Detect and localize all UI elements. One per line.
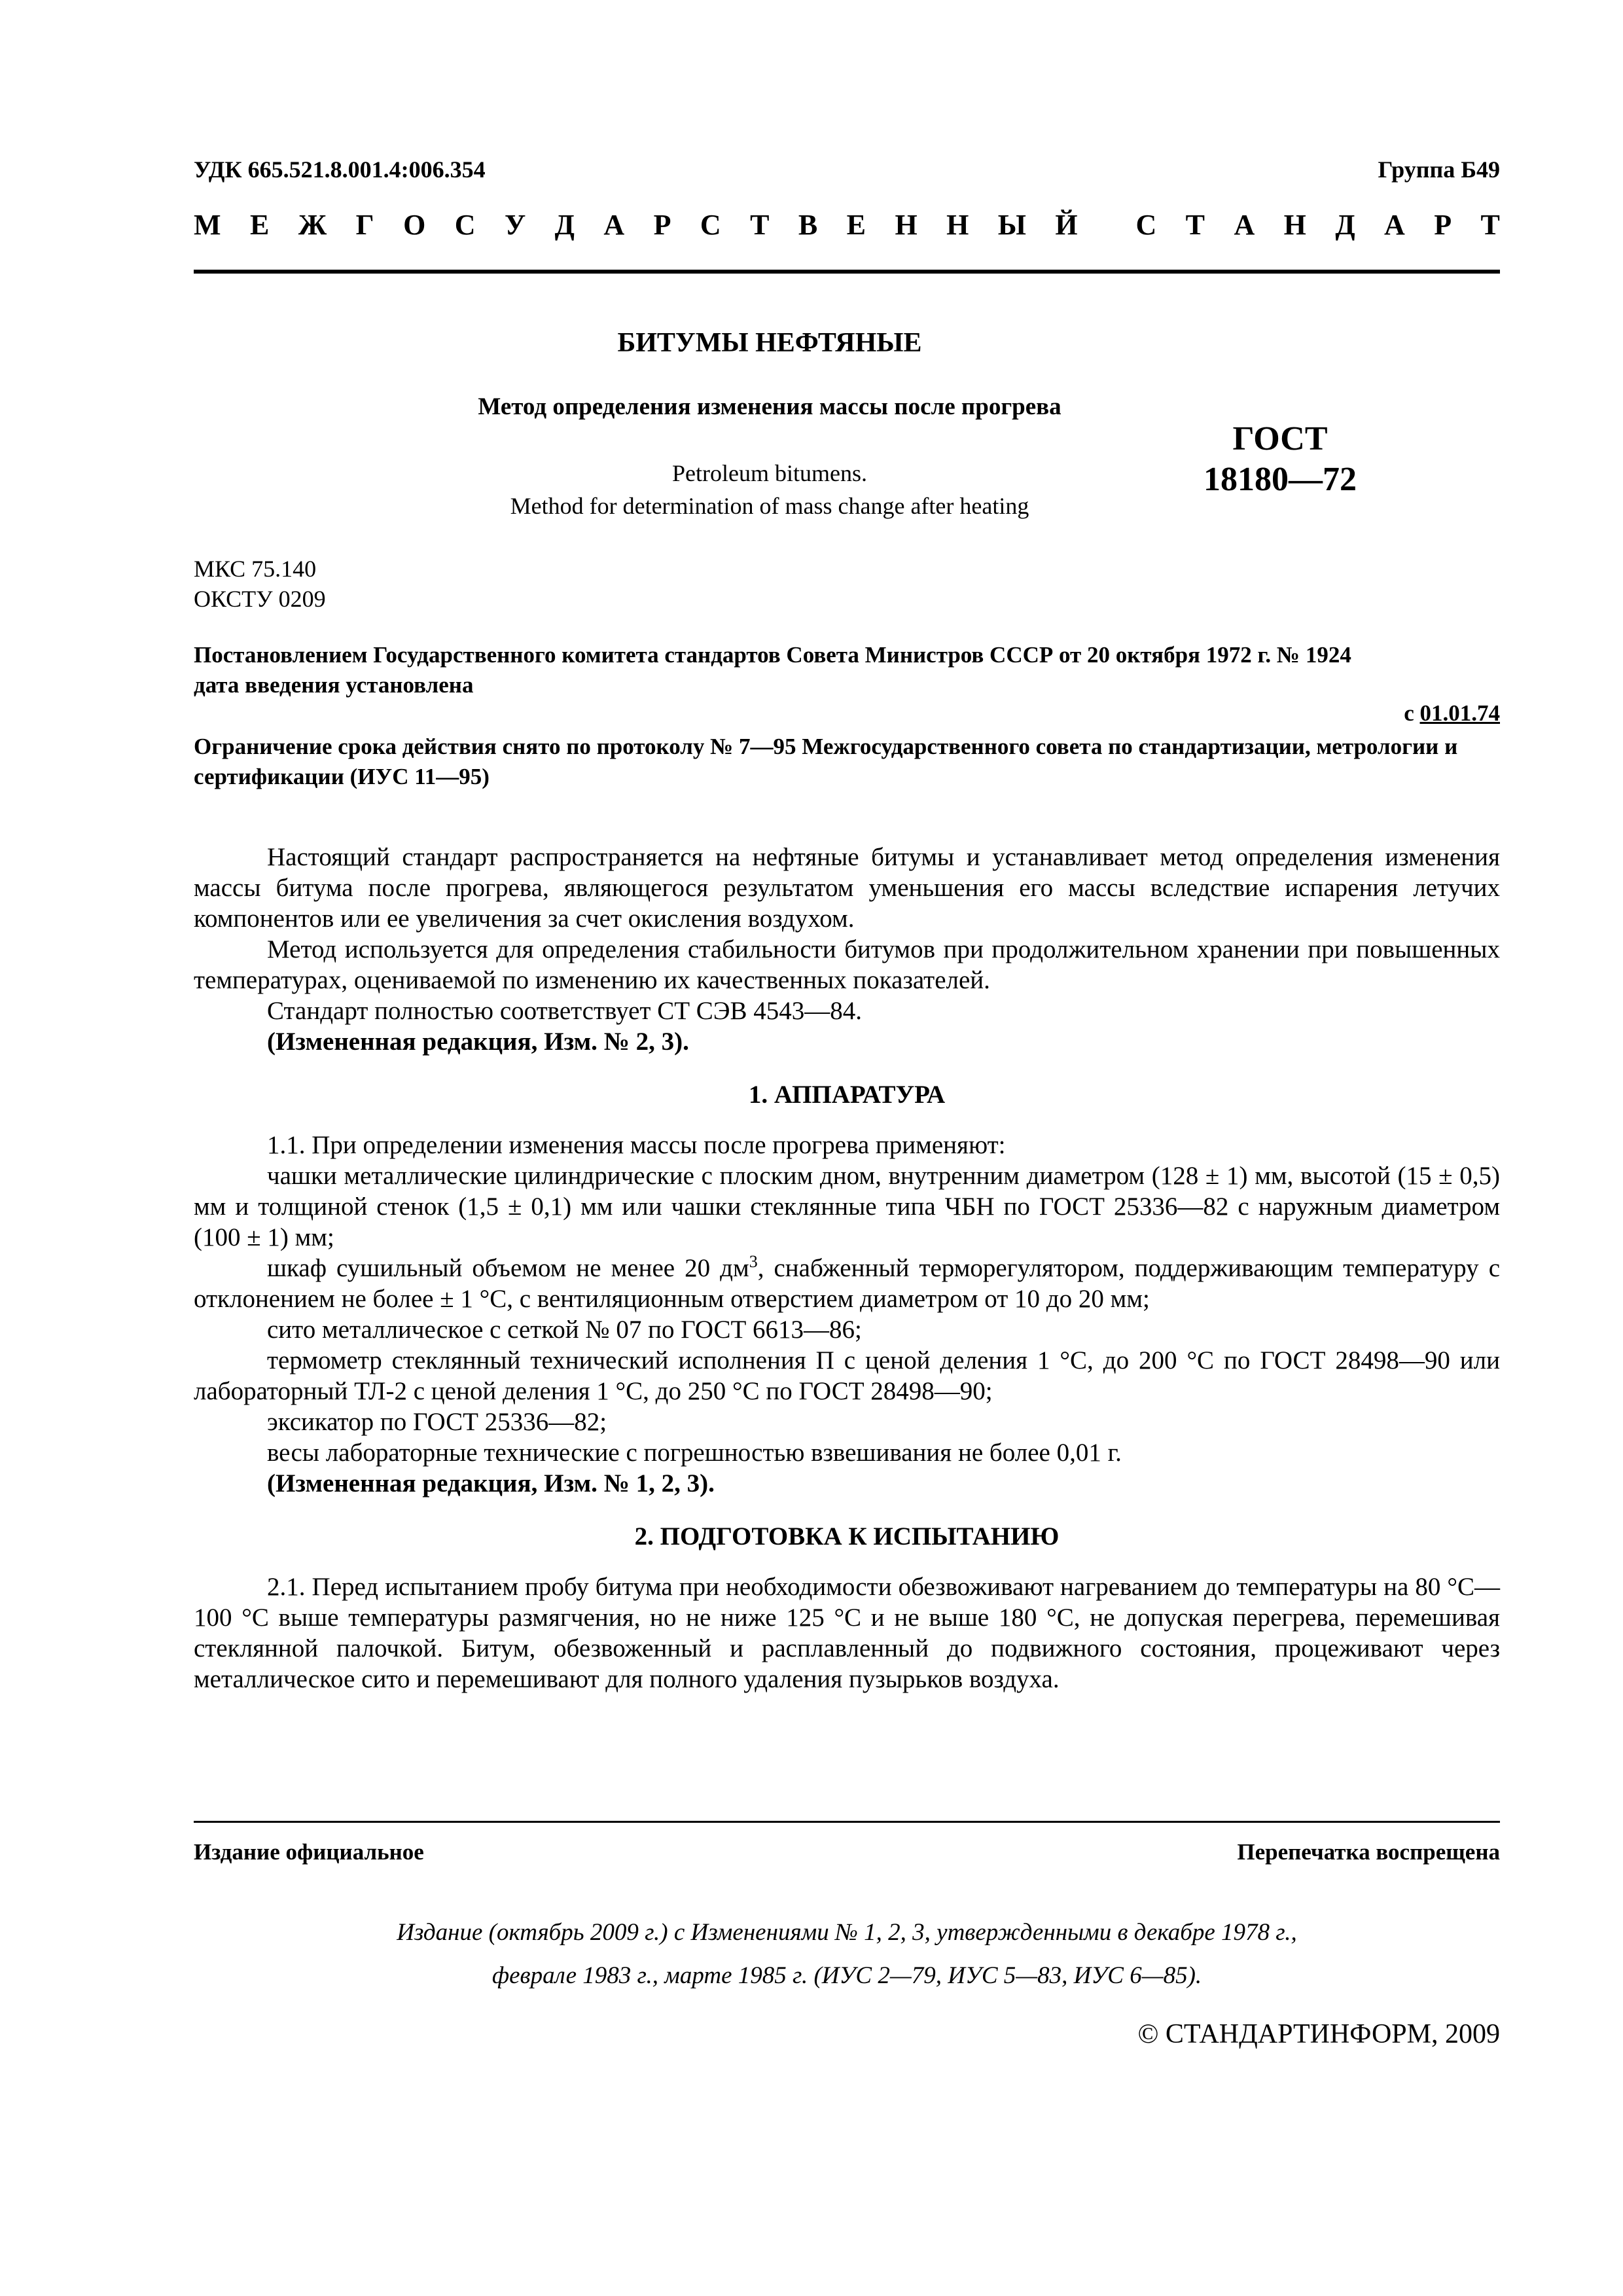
date-prefix: с (1404, 700, 1420, 726)
introduction-date (1404, 700, 1500, 726)
header-row (194, 156, 1500, 188)
section-1-heading: 1. АППАРАТУРА (748, 1081, 946, 1109)
document-page (194, 0, 1500, 2296)
header-rule (194, 270, 1500, 274)
intro-paragraph-3: Стандарт полностью соответствует СТ СЭВ 4543—84. (267, 997, 863, 1025)
banner-letter: Г (355, 209, 374, 241)
intro-paragraph-2: Метод используется для определения стабильности битумов при продолжительном хранении при повышенных температурах, оцениваемой по изменению их качественных показателей. (194, 935, 1500, 994)
section-1-amendment-note: (Измененная редакция, Изм. № 1, 2, 3). (267, 1469, 715, 1498)
edition-note (194, 1911, 1500, 1998)
banner-letter: Н (895, 209, 918, 241)
banner-letter: Й (1055, 209, 1078, 241)
banner-letter: О (403, 209, 426, 241)
section-1-thermometer: термометр стеклянный технический исполнения П с ценой деления 1 °С, до 200 °С по ГОСТ 28498—90 или лабораторный ТЛ-2 с ценой деления 1 °С, до 250 °С по ГОСТ 28498—90; (194, 1346, 1500, 1405)
banner-letter: В (798, 209, 818, 241)
banner-letter: Т (1185, 209, 1205, 241)
banner-letter: Д (1335, 209, 1355, 241)
document-subtitle: Метод определения изменения массы после прогрева (478, 393, 1061, 420)
reprint-prohibited-label: Перепечатка воспрещена (1237, 1839, 1500, 1865)
edition-note-line1: Издание (октябрь 2009 г.) с Изменениями № 1, 2, 3, утвержденными в декабре 1978 г., (397, 1919, 1297, 1946)
intro-paragraph-1: Настоящий стандарт распространяется на нефтяные битумы и устанавливает метод определения изменения массы битума после прогрева, являющегося результатом уменьшения его массы вследствие испарения летучих компонентов или ее увеличения за счет окисления воздухом. (194, 843, 1500, 933)
banner-letter: Т (750, 209, 770, 241)
footer-rule (194, 1821, 1500, 1823)
banner-letter: Н (1283, 209, 1306, 241)
banner-letter: А (1384, 209, 1405, 241)
introduction-date-value: 01.01.74 (1419, 700, 1500, 726)
interstate-standard-banner (194, 208, 1500, 242)
section-2-heading: 2. ПОДГОТОВКА К ИСПЫТАНИЮ (634, 1522, 1060, 1551)
copyright-notice: © СТАНДАРТИНФОРМ, 2009 (1137, 2019, 1500, 2049)
gost-number: 18180—72 (1204, 461, 1357, 498)
main-body (194, 842, 1500, 1695)
banner-letter: С (454, 209, 476, 241)
banner-letter: Ы (997, 209, 1026, 241)
banner-letter: А (1234, 209, 1255, 241)
official-edition-label: Издание официальное (194, 1839, 424, 1865)
banner-letter: Н (946, 209, 969, 241)
english-title-line1: Petroleum bitumens. (672, 460, 867, 486)
banner-letter: Е (249, 209, 270, 241)
banner-letter: С (1135, 209, 1157, 241)
edition-note-line2: феврале 1983 г., марте 1985 г. (ИУС 2—79, ИУС 5—83, ИУС 6—85). (491, 1962, 1202, 1989)
banner-letter: Ж (298, 209, 327, 241)
okstu-code: ОКСТУ 0209 (194, 586, 326, 612)
udk-code: УДК 665.521.8.001.4:006.354 (194, 156, 486, 183)
decree-line1: Постановлением Государственного комитета стандартов Совета Министров СССР от 20 октября 1972 г. № 1924 (194, 642, 1351, 668)
banner-letter: Т (1480, 209, 1500, 241)
section-1-desiccator: эксикатор по ГОСТ 25336—82; (267, 1408, 607, 1436)
section-1-oven (194, 1253, 1500, 1314)
banner-letter: Р (1434, 209, 1452, 241)
validity-limit-text: Ограничение срока действия снято по протоколу № 7—95 Межгосударственного совета по стандартизации, метрологии и сертификации (ИУС 11—95) (194, 734, 1458, 789)
banner-letter: А (603, 209, 625, 241)
oven-text-b: , снабженный терморегулятором, поддерживающим температуру с отклонением не более ± 1 °С, с вентиляционным отверстием диаметром от 10 до 20 мм; (194, 1254, 1501, 1313)
section-2-1: 2.1. Перед испытанием пробу битума при необходимости обезвоживают нагреванием до температуры на 80 °С—100 °С выше температуры размягчения, но не ниже 125 °С и не выше 180 °С, не допуская перегрева, перемешивая стеклянной палочкой. Битум, обезвоженный и расплавленный до подвижного состояния, процеживают через металлическое сито и перемешивают для полного удаления пузырьков воздуха. (194, 1573, 1500, 1693)
banner-letter: У (504, 209, 526, 241)
section-1-sieve: сито металлическое с сеткой № 07 по ГОСТ 6613—86; (267, 1316, 862, 1344)
gost-label: ГОСТ (1232, 420, 1328, 457)
section-1-scales: весы лабораторные технические с погрешностью взвешивания не более 0,01 г. (267, 1439, 1122, 1467)
document-title: БИТУМЫ НЕФТЯНЫЕ (617, 328, 922, 358)
section-1-1: 1.1. При определении изменения массы после прогрева применяют: (267, 1131, 1006, 1159)
banner-letter: Р (653, 209, 671, 241)
decree-text (194, 640, 1500, 700)
gost-designation (1149, 419, 1411, 500)
oven-text-a: шкаф сушильный объемом не менее 20 дм (267, 1254, 749, 1282)
mks-code: МКС 75.140 (194, 556, 317, 582)
intro-amendment-note: (Измененная редакция, Изм. № 2, 3). (267, 1028, 689, 1056)
banner-letter: Е (846, 209, 866, 241)
english-title-line2: Method for determination of mass change after heating (510, 493, 1029, 519)
banner-letter: М (194, 209, 221, 241)
section-1-cups: чашки металлические цилиндрические с плоским дном, внутренним диаметром (128 ± 1) мм, высотой (15 ± 0,5) мм и толщиной стенок (1,5 ± 0,1) мм или чашки стеклянные типа ЧБН по ГОСТ 25336—82 с наружным диаметром (100 ± 1) мм; (194, 1162, 1500, 1251)
decree-line2: дата введения установлена (194, 672, 474, 698)
banner-letter: Д (554, 209, 575, 241)
banner-letter: С (700, 209, 721, 241)
classifier-codes (194, 554, 326, 614)
group-code: Группа Б49 (1378, 156, 1500, 183)
oven-superscript: 3 (749, 1252, 758, 1271)
